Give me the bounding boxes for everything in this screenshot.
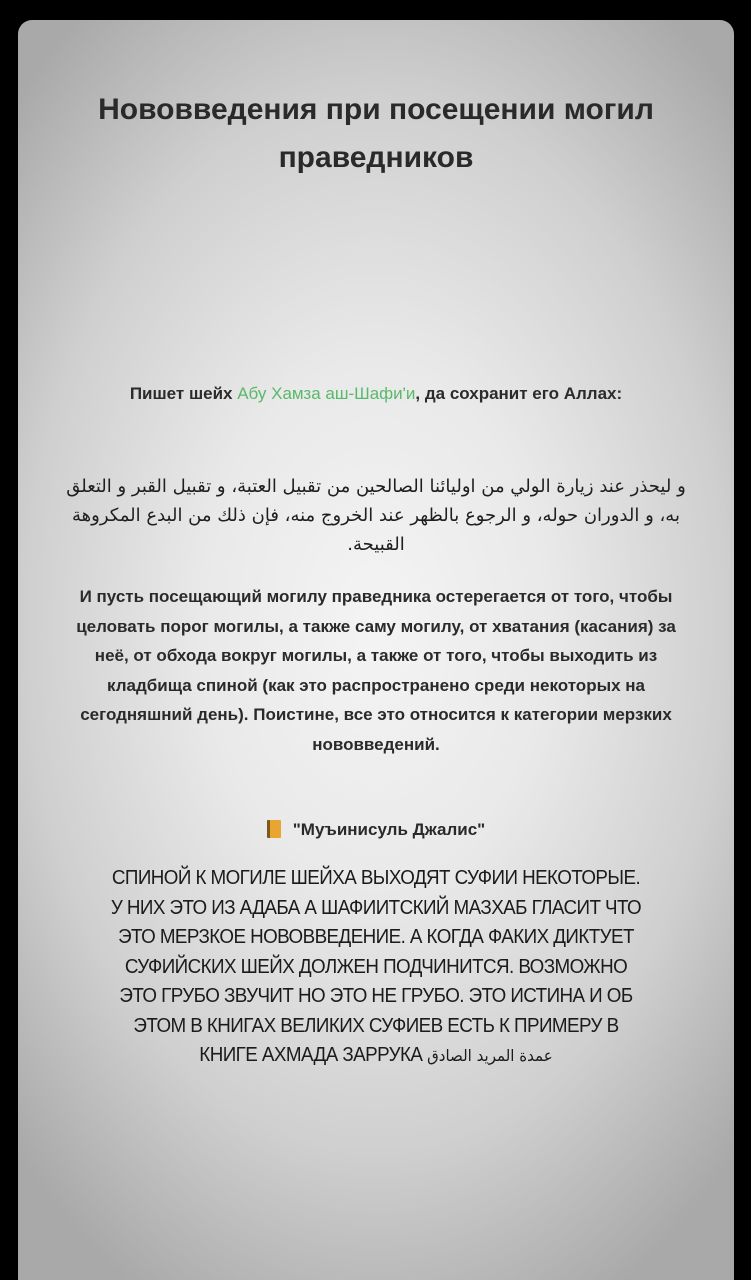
comment-paragraph (105, 864, 646, 1071)
sheikh-name: Абу Хамза аш-Шафи'и (237, 384, 416, 403)
intro-prefix: Пишет шейх (129, 384, 238, 403)
source-line (18, 818, 734, 842)
translation-paragraph: И пусть посещающий могилу праведника остерегается от того, чтобы целовать порог могилы, а также саму могилу, от хватания (касания) за неё, от обхода вокруг могилы, а также от того, чтобы выходить из кладбища спиной (как это распространено среди некоторых на сегодняшний день). Поистине, все это относится к категории мерзких нововведений. (76, 587, 676, 754)
story-card (18, 20, 734, 1280)
comment-book-title: عمدة المريد الصادق (427, 1046, 553, 1065)
source-title: "Муъинисуль Джалис" (292, 820, 486, 839)
intro-text (58, 380, 694, 408)
book-icon (267, 820, 281, 838)
comment-text: СПИНОЙ К МОГИЛЕ ШЕЙХА ВЫХОДЯТ СУФИИ НЕКОТОРЫЕ. У НИХ ЭТО ИЗ АДАБА А ШАФИИТСКИЙ МАЗХАБ ГЛАСИТ ЧТО ЭТО МЕРЗКОЕ НОВОВВЕДЕНИЕ. А КОГДА ФАКИХ ДИКТУЕТ СУФИЙСКИХ ШЕЙХ ДОЛЖЕН ПОДЧИНИТСЯ. ВОЗМОЖНО ЭТО ГРУБО ЗВУЧИТ НО ЭТО НЕ ГРУБО. ЭТО ИСТИНА И ОБ ЭТОМ В КНИГАХ ВЕЛИКИХ СУФИЕВ ЕСТЬ К ПРИМЕРУ В КНИГЕ АХМАДА ЗАРРУКА (110, 867, 642, 1066)
intro-suffix: , да сохранит его Аллах: (415, 384, 623, 403)
page-title: Нововведения при посещении могил праведников (98, 93, 654, 174)
arabic-quote: و ليحذر عند زيارة الولي من اوليائنا الصالحين من تقبيل العتبة، و تقبيل القبر و التعلق به، و الدوران حوله، و الرجوع بالظهر عند الخروج منه، فإن ذلك من البدع المكروهة القبيحة. (66, 476, 686, 555)
